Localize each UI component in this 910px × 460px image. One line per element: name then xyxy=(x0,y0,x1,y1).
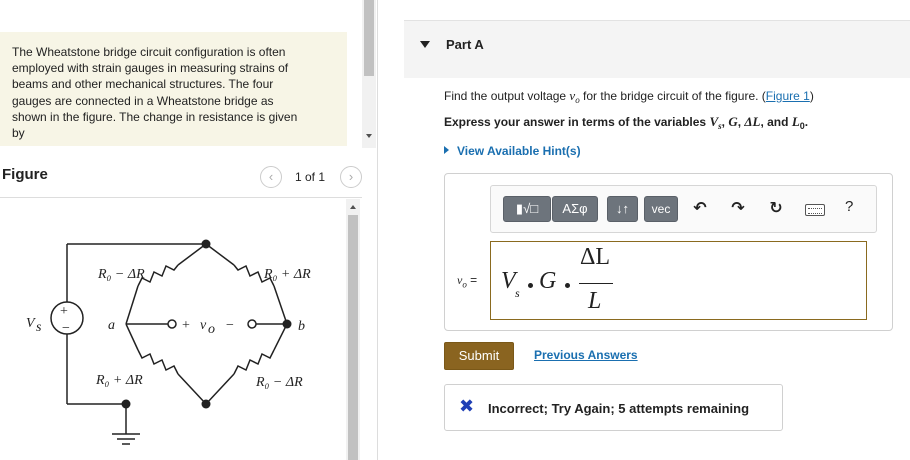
wire xyxy=(178,244,206,265)
pane-divider[interactable] xyxy=(377,0,378,460)
expand-triangle-icon xyxy=(444,146,449,154)
vo-plus-label: + xyxy=(182,318,190,333)
frac-denominator: L xyxy=(588,288,602,314)
figure-title: Figure xyxy=(2,166,48,183)
vec-button[interactable]: vec xyxy=(644,196,678,222)
greek-button[interactable]: ΑΣφ xyxy=(552,196,598,222)
node-b xyxy=(283,320,292,329)
frac-numerator: ΔL xyxy=(580,244,611,270)
terminal-minus xyxy=(248,320,256,328)
node-b-label: b xyxy=(298,319,305,334)
expr-vs: V xyxy=(501,268,516,294)
intro-line: gauges are connected in a Wheatstone bridge as xyxy=(12,93,274,108)
r-bottom-right-label: R₀ − ΔR xyxy=(256,375,303,390)
vo-minus-label: − xyxy=(226,318,234,333)
r-top-left-label: R₀ − ΔR xyxy=(98,267,145,282)
intro-scroll-thumb[interactable] xyxy=(364,0,374,76)
node-a-label: a xyxy=(108,318,115,333)
figure-count: 1 of 1 xyxy=(295,170,326,184)
scroll-up-icon[interactable] xyxy=(350,205,356,209)
expr-g: G xyxy=(539,268,557,294)
r-top-right-label: R₀ + ΔR xyxy=(264,267,311,282)
chevron-right-icon[interactable]: › xyxy=(340,166,362,188)
redo-icon[interactable]: ↷ xyxy=(731,200,745,217)
part-title: Part A xyxy=(446,37,484,52)
wire xyxy=(126,324,138,350)
keyboard-icon[interactable] xyxy=(805,204,825,216)
view-hints-link[interactable]: View Available Hint(s) xyxy=(444,144,581,158)
undo-icon[interactable]: ↶ xyxy=(693,200,707,217)
intro-scrollbar[interactable] xyxy=(362,0,376,148)
source-minus: − xyxy=(62,321,70,336)
intro-line: shown in the figure. The change in resistance is given xyxy=(12,109,298,124)
intro-line: The Wheatstone bridge circuit configuration is often xyxy=(12,45,286,59)
express-instruction: Express your answer in terms of the variables $V_s$, G, ΔL, and $L_0$. xyxy=(444,114,809,132)
vs-sub: s xyxy=(36,320,42,335)
reset-icon[interactable]: ↻ xyxy=(769,200,783,217)
answer-input[interactable] xyxy=(490,241,867,320)
part-a-header[interactable] xyxy=(404,20,910,78)
chevron-left-icon[interactable]: ‹ xyxy=(260,166,282,188)
figure-header xyxy=(0,160,362,198)
vs-label: V xyxy=(26,316,35,331)
multiply-dot xyxy=(528,283,533,288)
answer-variable-label: $v_o$ = xyxy=(457,273,478,290)
terminal-plus xyxy=(168,320,176,328)
figure-scrollbar[interactable] xyxy=(346,199,360,460)
collapse-triangle-icon[interactable] xyxy=(420,41,430,48)
scroll-down-icon[interactable] xyxy=(366,134,372,138)
expr-vs-sub: s xyxy=(515,286,520,300)
multiply-dot xyxy=(565,283,570,288)
resistor-bottom-left xyxy=(138,350,178,374)
intro-line: beams and other mechanical structures. The four xyxy=(12,77,274,92)
figure-scroll-thumb[interactable] xyxy=(348,215,358,460)
math-toolbar xyxy=(490,185,877,233)
r-bottom-left-label: R₀ + ΔR xyxy=(96,373,143,388)
arrows-button[interactable]: ↓↑ xyxy=(607,196,638,222)
intro-text xyxy=(0,32,347,146)
answer-box xyxy=(444,173,893,331)
wheatstone-bridge-figure xyxy=(0,200,346,460)
source-plus: + xyxy=(60,304,68,319)
wire xyxy=(126,286,138,324)
wire xyxy=(206,374,234,404)
resistor-bottom-right xyxy=(234,350,274,374)
node-bottom-right xyxy=(202,400,211,409)
wire xyxy=(206,244,234,265)
feedback-message: Incorrect; Try Again; 5 attempts remaining xyxy=(488,401,750,416)
node-bottom xyxy=(122,400,131,409)
vo-label: v xyxy=(200,318,207,333)
node-top xyxy=(202,240,211,249)
submit-button[interactable]: Submit xyxy=(444,342,514,370)
templates-button[interactable]: ▮√□ xyxy=(503,196,551,222)
fraction-bar xyxy=(579,283,613,284)
wire xyxy=(178,374,206,404)
figure-link[interactable]: Figure 1 xyxy=(765,89,810,103)
previous-answers-link[interactable]: Previous Answers xyxy=(534,348,638,362)
question-text: Find the output voltage $v_o$ for the bridge circuit of the figure. (Figure 1) xyxy=(444,88,814,106)
vo-sub: o xyxy=(208,322,215,337)
wire xyxy=(274,286,287,324)
left-pane xyxy=(0,0,378,460)
feedback-box xyxy=(444,384,783,431)
incorrect-icon: ✖ xyxy=(459,396,475,416)
help-button[interactable]: ? xyxy=(845,198,854,215)
intro-line: by xyxy=(12,126,25,141)
intro-line: employed with strain gauges in measuring strains of xyxy=(12,61,289,76)
